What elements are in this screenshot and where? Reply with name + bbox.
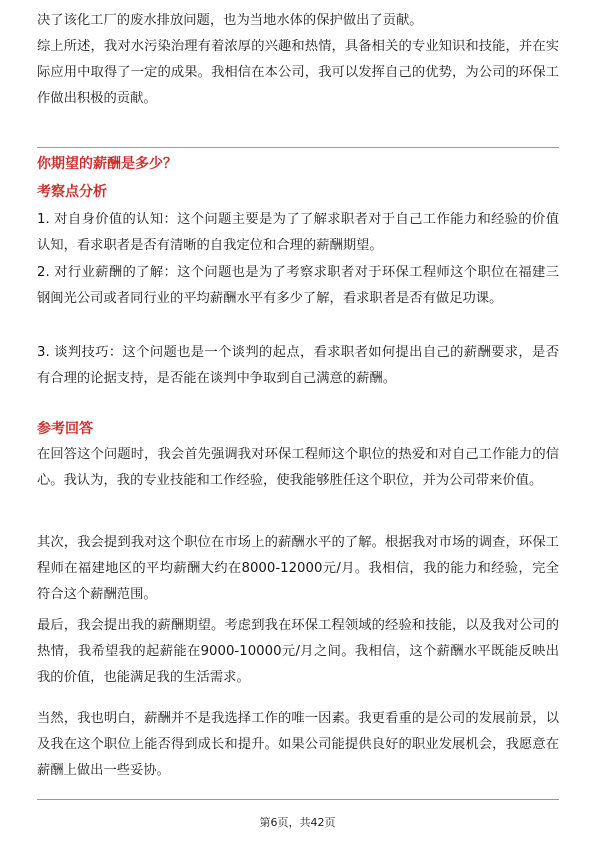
page-number: 第6页，共42页 [259, 816, 336, 829]
question-title: 你期望的薪酬是多少？ [37, 156, 177, 172]
answer-heading: 参考回答 [37, 421, 93, 437]
intro-paragraph-2: 综上所述，我对水污染治理有着浓厚的兴趣和热情，具备相关的专业知识和技能，并在实际应用中取得了一定的成果。我相信在本公司，我可以发挥自己的优势，为公司的环保工作做出积极的贡献。 [37, 39, 559, 106]
answer-paragraph-1: 在回答这个问题时，我会首先强调我对环保工程师这个职位的热爱和对自己工作能力的信心。我认为，我的专业技能和工作经验，使我能够胜任这个职位，并为公司带来价值。 [37, 447, 559, 488]
section-divider-top [37, 147, 559, 148]
analysis-item-2: 2. 对行业薪酬的了解：这个问题也是为了考察求职者对于环保工程师这个职位在福建三钢闽光公司或者同行业的平均薪酬水平有多少了解，看求职者是否有做足功课。 [37, 265, 559, 306]
footer-divider [37, 799, 559, 800]
analysis-item-3: 3. 谈判技巧：这个问题也是一个谈判的起点，看求职者如何提出自己的薪酬要求，是否有合理的论据支持，是否能在谈判中争取到自己满意的薪酬。 [37, 345, 559, 386]
answer-paragraph-2: 其次，我会提到我对这个职位在市场上的薪酬水平的了解。根据我对市场的调查，环保工程师在福建地区的平均薪酬大约在8000-12000元/月。我相信，我的能力和经验，完全符合这个薪酬范围。 [37, 535, 559, 602]
answer-paragraph-3: 最后，我会提出我的薪酬期望。考虑到我在环保工程领域的经验和技能，以及我对公司的热情，我希望我的起薪能在9000-10000元/月之间。我相信，这个薪酬水平既能反映出我的价值，也能满足我的生活需求。 [37, 618, 559, 685]
analysis-item-1: 1. 对自身价值的认知：这个问题主要是为了了解求职者对于自己工作能力和经验的价值认知，看求职者是否有清晰的自我定位和合理的薪酬期望。 [37, 212, 559, 253]
analysis-heading: 考察点分析 [37, 184, 107, 200]
intro-paragraph-1: 决了该化工厂的废水排放问题，也为当地水体的保护做出了贡献。 [37, 13, 423, 28]
answer-paragraph-4: 当然，我也明白，薪酬并不是我选择工作的唯一因素。我更看重的是公司的发展前景，以及我在这个职位上能否得到成长和提升。如果公司能提供良好的职业发展机会，我愿意在薪酬上做出一些妥协。 [37, 711, 559, 778]
